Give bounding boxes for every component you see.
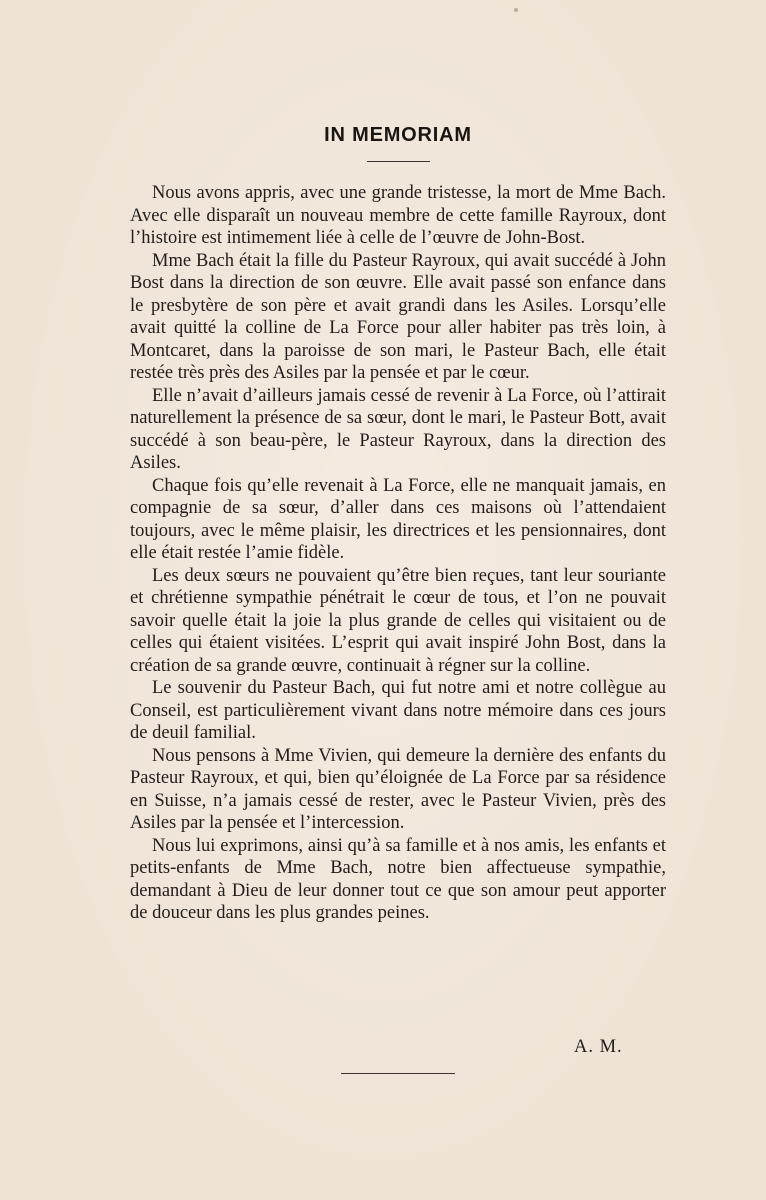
paragraph: Chaque fois qu’elle revenait à La Force, elle ne manquait jamais, en compagnie de sa sœur, d’aller dans ces maisons où l’attendaient toujours, avec le même plaisir, les directrices et les pensionnaires, dont elle était restée l’amie fidèle. (130, 475, 666, 563)
paragraph: Les deux sœurs ne pouvaient qu’être bien reçues, tant leur souriante et chrétienne sympathie pénétrait le cœur de tous, et l’on ne pouvait savoir quelle était la joie la plus grande de celles qui visitaient ou de celles qui étaient visitées. L’esprit qui avait inspiré John Bost, dans la création de sa grande œuvre, continuait à régner sur la colline. (130, 565, 666, 676)
closing-divider (341, 1073, 455, 1074)
paragraph: Le souvenir du Pasteur Bach, qui fut notre ami et notre collègue au Conseil, est particulièrement vivant dans notre mémoire dans ces jours de deuil familial. (130, 678, 666, 743)
paragraph: Nous avons appris, avec une grande tristesse, la mort de Mme Bach. Avec elle disparaît un nouveau membre de cette famille Rayroux, dont l’histoire est intimement liée à celle de l’œuvre de John-Bost. (130, 183, 666, 248)
paragraph: Mme Bach était la fille du Pasteur Rayroux, qui avait succédé à John Bost dans la direction de son œuvre. Elle avait passé son enfance dans le presbytère de son père et avait grandi dans les Asiles. Lorsqu’elle avait quitté la colline de La Force pour aller habiter pas très loin, à Montcaret, dans la paroisse de son mari, le Pasteur Bach, elle était restée très près des Asiles par la pensée et par le cœur. (130, 250, 666, 383)
paragraph: Nous lui exprimons, ainsi qu’à sa famille et à nos amis, les enfants et petits-enfants de Mme Bach, notre bien affectueuse sympathie, demandant à Dieu de leur donner tout ce que son amour peut apporter de douceur dans les plus grandes peines. (130, 835, 666, 923)
title-divider (367, 161, 430, 162)
page-title: IN MEMORIAM (324, 124, 472, 146)
paragraph: Nous pensons à Mme Vivien, qui demeure la dernière des enfants du Pasteur Rayroux, et qui, bien qu’éloignée de La Force par sa résidence en Suisse, n’a jamais cessé de rester, avec le Pasteur Vivien, près des Asiles par la pensée et l’intercession. (130, 745, 666, 833)
author-signature: A. M. (574, 1037, 623, 1057)
memorial-text (130, 182, 666, 925)
paper-speck (514, 8, 518, 12)
paragraph: Elle n’avait d’ailleurs jamais cessé de revenir à La Force, où l’attirait naturellement la présence de sa sœur, dont le mari, le Pasteur Bott, avait succédé à son beau-père, le Pasteur Rayroux, dans la direction des Asiles. (130, 385, 666, 473)
